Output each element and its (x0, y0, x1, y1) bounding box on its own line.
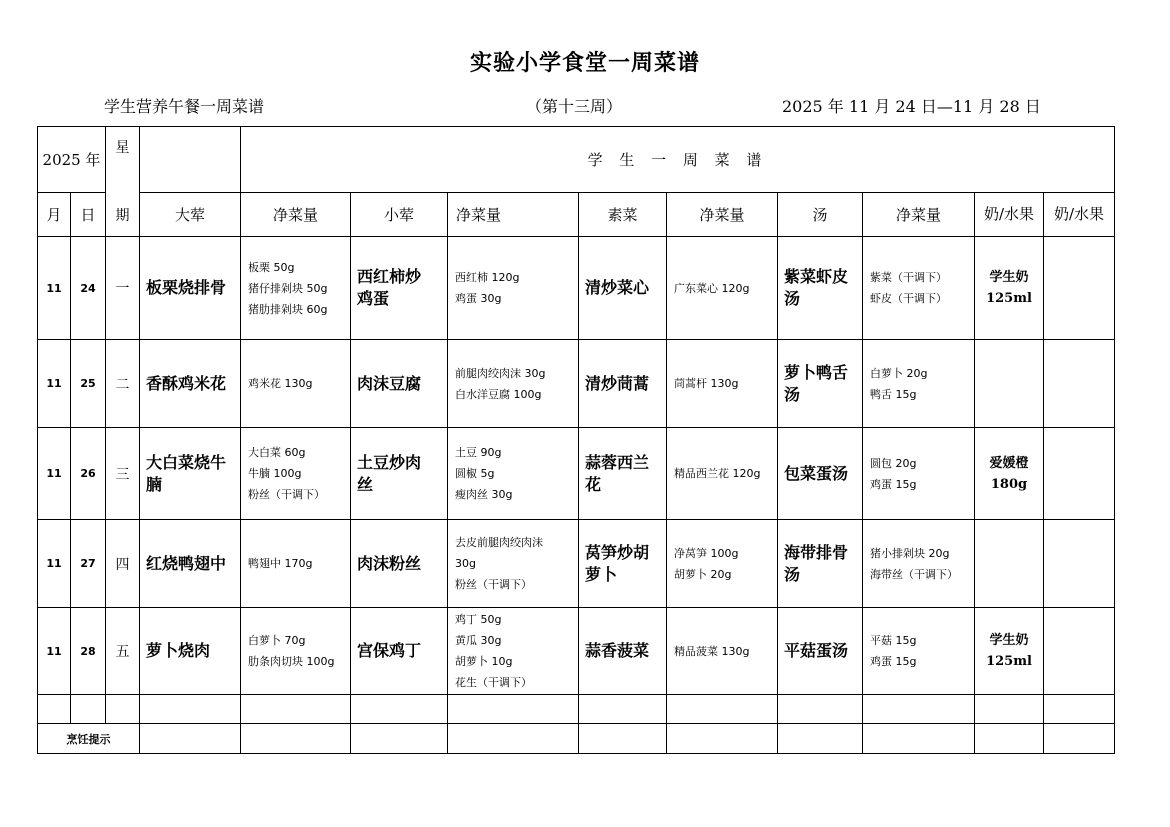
soup-dish (778, 428, 863, 520)
soup-qty (863, 237, 975, 340)
col-month: 月 (38, 193, 71, 237)
main-dish-qty-line: 猪肋排剁块 60g (248, 302, 328, 316)
col-main-dish: 大荤 (140, 193, 241, 237)
side-dish-qty (448, 340, 579, 428)
main-dish-line: 萝卜烧肉 (146, 641, 211, 660)
soup-qty-line: 鸭舌 15g (870, 387, 917, 401)
soup-qty (863, 428, 975, 520)
menu-row (38, 340, 1115, 428)
main-dish-line: 香酥鸡米花 (146, 373, 227, 393)
main-dish-qty (241, 608, 351, 695)
veg-dish-qty-line: 茼蒿杆 130g (674, 377, 739, 390)
soup-dish-line: 汤 (784, 384, 801, 404)
milk-fruit-2 (1044, 340, 1115, 428)
side-dish (351, 340, 448, 428)
soup-dish-line: 海带排骨 (784, 542, 849, 562)
soup-dish-line: 汤 (784, 289, 801, 308)
milk-fruit (975, 237, 1044, 340)
soup-qty-line: 海带丝（干调下） (870, 567, 959, 581)
side-dish-line: 丝 (357, 474, 374, 494)
main-dish-qty-line: 白萝卜 70g (248, 634, 306, 647)
milk-fruit-2 (1044, 428, 1115, 520)
main-dish-qty-line: 鸡米花 130g (248, 377, 313, 390)
milk-fruit-line: 125ml (986, 291, 1032, 306)
veg-dish-line: 莴笋炒胡 (585, 542, 650, 562)
menu-banner: 学 生 一 周 菜 谱 (241, 127, 1115, 193)
veg-dish-qty-line: 净莴笋 100g (674, 546, 739, 560)
side-dish (351, 608, 448, 695)
weekday-cell: 四 (106, 520, 140, 608)
main-dish-line: 红烧鸭翅中 (146, 553, 227, 573)
col-side-qty: 净菜量 (448, 193, 579, 237)
main-dish-qty-line: 牛腩 100g (248, 467, 302, 480)
soup-qty (863, 608, 975, 695)
side-dish-qty-line: 瘦肉丝 30g (455, 488, 513, 501)
veg-dish-line: 蒜香菠菜 (585, 641, 650, 660)
menu-row (38, 520, 1115, 608)
menu-row (38, 428, 1115, 520)
day-cell: 27 (71, 520, 106, 608)
main-dish-qty-line: 鸭翅中 170g (248, 557, 313, 570)
veg-dish-line: 清炒菜心 (585, 278, 650, 297)
main-dish-line: 大白菜烧牛 (146, 452, 227, 472)
soup-qty (863, 520, 975, 608)
day-cell: 24 (71, 237, 106, 340)
main-dish-qty-line: 板栗 50g (248, 260, 295, 274)
side-dish-qty-line: 圆椒 5g (455, 467, 495, 480)
cooking-tips-row (38, 724, 1115, 754)
side-dish-qty-line: 花生（干调下） (455, 676, 533, 689)
main-dish-qty-line: 肋条肉切块 100g (248, 655, 335, 668)
soup-dish-line: 包菜蛋汤 (784, 463, 849, 483)
veg-dish-line: 清炒茼蒿 (585, 373, 650, 393)
soup-qty-line: 白萝卜 20g (870, 366, 928, 380)
side-dish-qty (448, 237, 579, 340)
side-dish-line: 肉沫豆腐 (357, 373, 422, 393)
veg-dish-qty (667, 428, 778, 520)
side-dish-qty-line: 黄瓜 30g (455, 634, 502, 647)
col-veg-qty: 净菜量 (667, 193, 778, 237)
soup-qty-line: 平菇 15g (870, 634, 917, 647)
month-cell: 11 (38, 237, 71, 340)
col-milk-fruit-2: 奶/水果 (1044, 193, 1115, 237)
month-cell: 11 (38, 520, 71, 608)
milk-fruit-2 (1044, 608, 1115, 695)
side-dish (351, 428, 448, 520)
veg-dish-qty-line: 精品菠菜 130g (674, 644, 750, 658)
soup-qty (863, 340, 975, 428)
veg-dish (579, 608, 667, 695)
day-cell: 25 (71, 340, 106, 428)
weekday-cell: 五 (106, 608, 140, 695)
week-number: （第十三周） (526, 97, 623, 116)
soup-dish-line: 平菇蛋汤 (784, 641, 849, 660)
soup-qty-line: 虾皮（干调下） (870, 292, 948, 305)
milk-fruit-line: 学生奶 (989, 270, 1029, 285)
milk-fruit-line: 125ml (986, 654, 1032, 669)
side-dish-line: 土豆炒肉 (357, 452, 422, 472)
veg-dish (579, 520, 667, 608)
main-dish-qty (241, 428, 351, 520)
day-cell: 26 (71, 428, 106, 520)
weekday-cell: 三 (106, 428, 140, 520)
soup-dish-line: 紫菜虾皮 (784, 267, 849, 286)
weekday-header-top: 星 (115, 140, 130, 156)
side-dish-qty-line: 前腿肉绞肉沫 30g (455, 366, 546, 380)
milk-fruit-line: 学生奶 (989, 633, 1029, 648)
year-cell: 2025 年 (38, 127, 106, 193)
main-dish-qty-line: 粉丝（干调下） (248, 488, 326, 501)
side-dish-qty (448, 520, 579, 608)
milk-fruit-2 (1044, 520, 1115, 608)
main-dish-qty (241, 520, 351, 608)
side-dish-qty-line: 土豆 90g (455, 446, 502, 459)
soup-qty-line: 鸡蛋 15g (870, 477, 917, 491)
main-dish (140, 428, 241, 520)
main-dish (140, 608, 241, 695)
col-milk-fruit-1: 奶/水果 (975, 193, 1044, 237)
side-dish (351, 520, 448, 608)
side-dish-line: 肉沫粉丝 (357, 553, 422, 573)
col-day: 日 (71, 193, 106, 237)
side-dish-qty-line: 胡萝卜 10g (455, 655, 513, 668)
main-dish-qty (241, 340, 351, 428)
main-dish (140, 237, 241, 340)
side-dish-line: 宫保鸡丁 (357, 641, 422, 660)
main-dish (140, 520, 241, 608)
main-dish-qty-line: 大白菜 60g (248, 446, 306, 459)
date-range: 2025 年 11 月 24 日—11 月 28 日 (782, 97, 1041, 116)
veg-dish (579, 340, 667, 428)
side-dish-qty-line: 粉丝（干调下） (455, 578, 533, 591)
menu-row (38, 608, 1115, 695)
weekday-cell: 二 (106, 340, 140, 428)
milk-fruit (975, 428, 1044, 520)
header-row-columns (38, 193, 1115, 237)
side-dish-qty (448, 428, 579, 520)
side-dish (351, 237, 448, 340)
weekday-header (106, 127, 140, 237)
milk-fruit (975, 520, 1044, 608)
veg-dish-qty (667, 340, 778, 428)
soup-dish-line: 汤 (784, 564, 801, 584)
menu-table (37, 126, 1115, 754)
day-cell: 28 (71, 608, 106, 695)
veg-dish-qty-line: 广东菜心 120g (674, 281, 750, 295)
side-dish-line: 鸡蛋 (357, 289, 390, 308)
soup-dish (778, 237, 863, 340)
weekday-cell: 一 (106, 237, 140, 340)
col-soup-qty: 净菜量 (863, 193, 975, 237)
veg-dish-qty (667, 237, 778, 340)
milk-fruit-2 (1044, 237, 1115, 340)
main-dish-line: 腩 (146, 474, 163, 494)
veg-dish-qty-line: 精品西兰花 120g (674, 467, 761, 480)
milk-fruit-line: 180g (990, 476, 1028, 492)
veg-dish-qty-line: 胡萝卜 20g (674, 567, 732, 581)
side-dish-qty-line: 30g (455, 557, 476, 570)
side-dish-qty-line: 鸡蛋 30g (455, 292, 502, 305)
weekday-header-bottom: 期 (115, 208, 130, 224)
veg-dish-qty (667, 520, 778, 608)
soup-qty-line: 鸡蛋 15g (870, 655, 917, 668)
veg-dish-line: 萝卜 (585, 564, 618, 584)
side-dish-qty-line: 白水洋豆腐 100g (455, 387, 542, 401)
empty-row (38, 695, 1115, 724)
main-dish-qty (241, 237, 351, 340)
menu-row (38, 237, 1115, 340)
main-dish (140, 340, 241, 428)
veg-dish-line: 蒜蓉西兰 (585, 452, 650, 472)
cooking-tips-label: 烹饪提示 (38, 724, 140, 754)
veg-dish (579, 237, 667, 340)
main-dish-line: 板栗烧排骨 (146, 278, 227, 297)
soup-qty-line: 圆包 20g (870, 456, 917, 470)
subtitle-left: 学生营养午餐一周菜谱 (104, 97, 265, 116)
soup-dish (778, 608, 863, 695)
month-cell: 11 (38, 608, 71, 695)
veg-dish-qty (667, 608, 778, 695)
soup-dish (778, 340, 863, 428)
main-dish-qty-line: 猪仔排剁块 50g (248, 281, 328, 295)
milk-fruit (975, 340, 1044, 428)
col-side-dish: 小荤 (351, 193, 448, 237)
blank-header-cell (140, 127, 241, 193)
veg-dish-line: 花 (585, 474, 602, 494)
side-dish-line: 西红柿炒 (357, 267, 422, 286)
header-row-top (38, 127, 1115, 193)
month-cell: 11 (38, 340, 71, 428)
veg-dish (579, 428, 667, 520)
side-dish-qty-line: 鸡丁 50g (455, 613, 502, 626)
soup-dish (778, 520, 863, 608)
soup-qty-line: 紫菜（干调下） (870, 271, 948, 284)
side-dish-qty-line: 去皮前腿肉绞肉沫 (455, 536, 544, 549)
soup-qty-line: 猪小排剁块 20g (870, 546, 950, 560)
soup-dish-line: 萝卜鸭舌 (784, 362, 849, 382)
col-soup: 汤 (778, 193, 863, 237)
page-title: 实验小学食堂一周菜谱 (469, 50, 700, 76)
col-main-qty: 净菜量 (241, 193, 351, 237)
milk-fruit-line: 爱媛橙 (989, 455, 1029, 471)
month-cell: 11 (38, 428, 71, 520)
side-dish-qty (448, 608, 579, 695)
col-veg: 素菜 (579, 193, 667, 237)
milk-fruit (975, 608, 1044, 695)
side-dish-qty-line: 西红柿 120g (455, 271, 520, 284)
